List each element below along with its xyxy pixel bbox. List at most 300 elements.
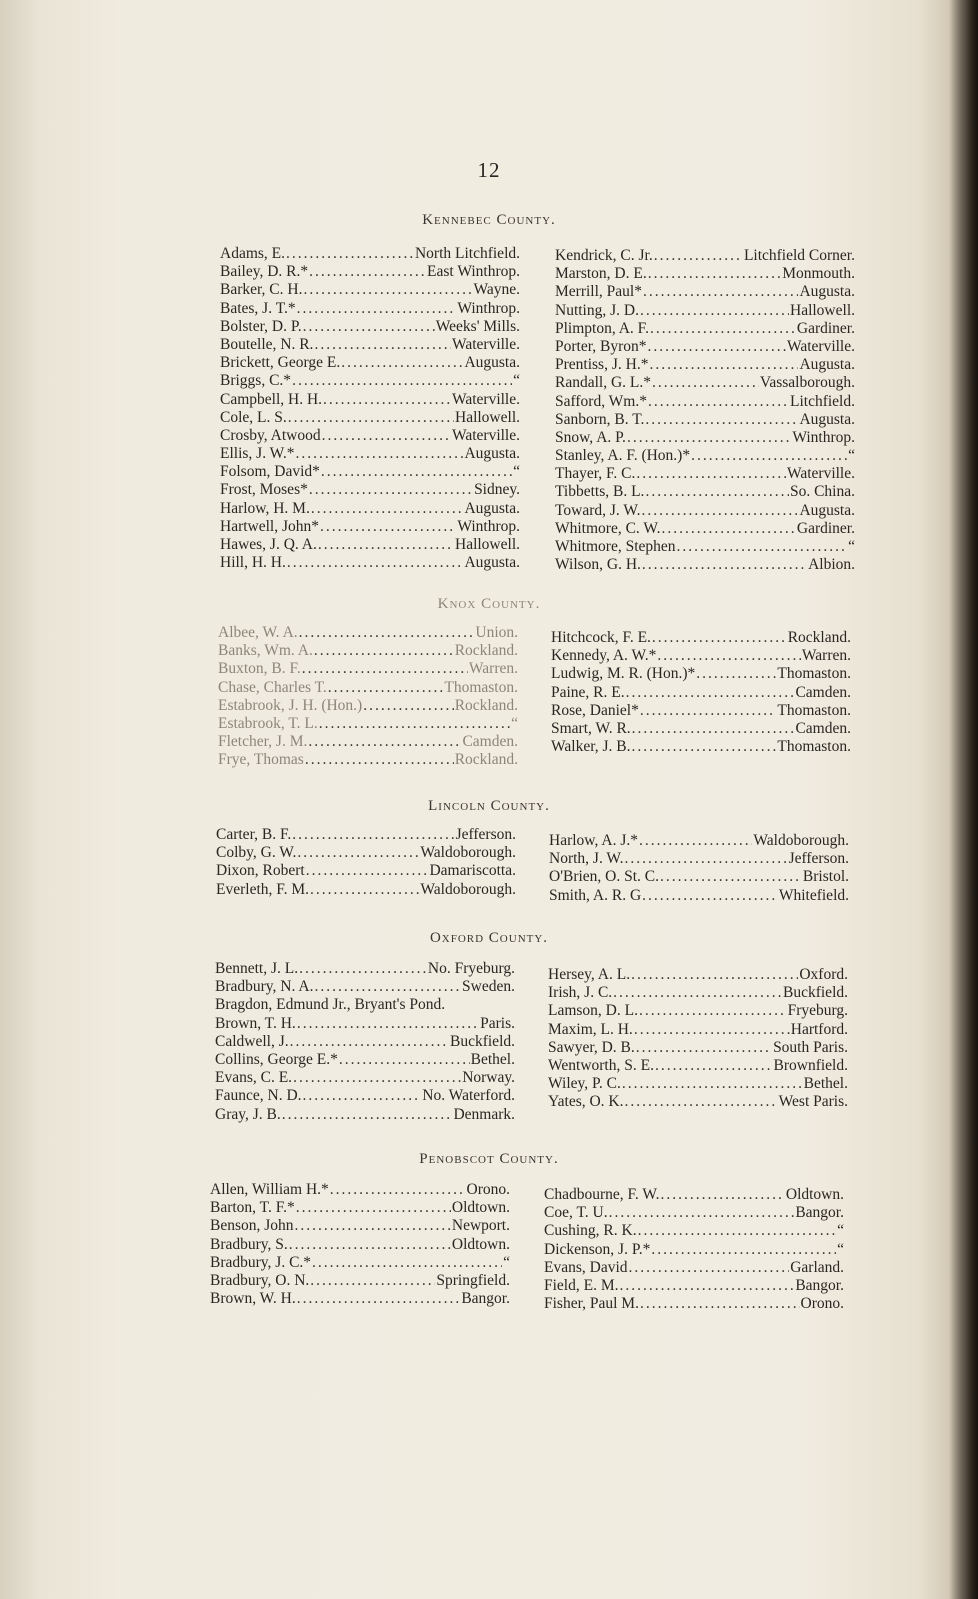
directory-entry xyxy=(220,281,520,299)
directory-entry xyxy=(216,862,516,880)
right-column xyxy=(549,832,849,905)
entry-place: Sweden. xyxy=(462,978,515,996)
leader-dots xyxy=(303,1087,422,1105)
leader-dots xyxy=(613,984,782,1002)
entry-name: Brickett, George E. xyxy=(220,354,341,372)
directory-entry xyxy=(544,1295,844,1313)
left-column xyxy=(216,826,516,899)
leader-dots xyxy=(320,518,456,536)
directory-entry xyxy=(220,409,520,427)
leader-dots xyxy=(297,1015,479,1033)
directory-entry xyxy=(555,283,855,301)
leader-dots xyxy=(312,1254,502,1272)
section-title: Oxford County. xyxy=(429,930,549,946)
leader-dots xyxy=(636,465,786,483)
directory-entry xyxy=(555,338,855,356)
directory-entry xyxy=(551,684,851,702)
entry-name: Wiley, P. C. xyxy=(548,1075,621,1093)
entry-name: Barton, T. F.* xyxy=(210,1199,295,1217)
directory-entry xyxy=(555,302,855,320)
entry-name: Colby, G. W. xyxy=(216,844,297,862)
entry-name: Benson, John xyxy=(210,1217,294,1235)
directory-entry xyxy=(218,642,518,660)
entry-name: Banks, Wm. A. xyxy=(218,642,313,660)
leader-dots xyxy=(629,1259,790,1277)
directory-entry xyxy=(549,832,849,850)
entry-name: Chase, Charles T. xyxy=(218,678,327,696)
leader-dots xyxy=(654,247,743,265)
directory-entry xyxy=(544,1259,844,1277)
entry-name: Stanley, A. F. (Hon.)* xyxy=(555,447,691,465)
leader-dots xyxy=(632,738,777,756)
entry-name: Maxim, L. H. xyxy=(548,1020,633,1038)
leader-dots xyxy=(620,1277,795,1295)
directory-entry xyxy=(220,245,520,263)
directory-entry xyxy=(220,500,520,518)
entry-place: Thomaston. xyxy=(777,738,851,756)
leader-dots xyxy=(649,356,798,374)
leader-dots xyxy=(339,1051,470,1069)
entry-place: Augusta. xyxy=(799,410,855,428)
entry-name: Cole, L. S. xyxy=(220,408,287,426)
entry-name: Prentiss, J. H.* xyxy=(555,356,649,374)
directory-entry xyxy=(218,624,518,642)
directory-entry xyxy=(555,465,855,483)
entry-name: Evans, David xyxy=(544,1258,628,1276)
leader-dots xyxy=(289,1236,451,1254)
directory-entry xyxy=(215,1087,515,1105)
entry-place: Rockland. xyxy=(454,696,518,714)
leader-dots xyxy=(696,665,776,683)
entry-name: Cushing, R. K. xyxy=(544,1222,637,1240)
directory-entry xyxy=(555,483,855,501)
entry-name: Crosby, Atwood xyxy=(220,426,321,444)
leader-dots xyxy=(632,720,795,738)
leader-dots xyxy=(642,887,778,905)
entry-name: Collins, George E.* xyxy=(215,1050,338,1068)
directory-entry xyxy=(220,372,520,390)
entry-place: North Litchfield. xyxy=(414,245,520,262)
entry-name: Fletcher, J. M. xyxy=(218,733,308,751)
entry-name: Rose, Daniel* xyxy=(551,701,639,719)
entry-place: Garland. xyxy=(790,1258,844,1276)
leader-dots xyxy=(314,978,461,996)
leader-dots xyxy=(655,1057,773,1075)
entry-place: Thomaston. xyxy=(444,678,518,696)
leader-dots xyxy=(314,336,451,354)
entry-place: Hallowell. xyxy=(790,301,855,319)
leader-dots xyxy=(661,520,795,538)
leader-dots xyxy=(626,684,795,702)
entry-name: Walker, J. B. xyxy=(551,738,631,756)
directory-entry xyxy=(210,1272,510,1290)
leader-dots xyxy=(323,391,451,409)
entry-place: Gardiner. xyxy=(796,519,855,537)
entry-name: Evans, C. E. xyxy=(215,1069,293,1087)
entry-place: Bangor. xyxy=(795,1276,844,1294)
entry-place: Denmark. xyxy=(453,1105,515,1123)
entry-place: Bristol. xyxy=(802,868,849,886)
entry-name: Carter, B. F. xyxy=(216,826,292,843)
entry-name: Brown, T. H. xyxy=(215,1014,296,1032)
directory-entry xyxy=(555,502,855,520)
directory-entry xyxy=(555,374,855,392)
directory-entry xyxy=(218,679,518,697)
entry-name: Folsom, David* xyxy=(220,463,320,481)
leader-dots xyxy=(302,660,468,678)
directory-entry xyxy=(548,966,848,984)
entry-place: “ xyxy=(837,1240,844,1258)
entry-name: Harlow, A. J.* xyxy=(549,832,638,849)
right-column xyxy=(551,629,851,756)
entry-name: Albee, W. A. xyxy=(218,624,298,641)
entry-place: Norway. xyxy=(462,1069,515,1087)
directory-entry xyxy=(220,354,520,372)
entry-place: Springfield. xyxy=(436,1271,510,1289)
entry-name: Faunce, N. D. xyxy=(215,1087,302,1105)
leader-dots xyxy=(652,374,759,392)
entry-place: Waldoborough. xyxy=(420,880,516,898)
directory-entry xyxy=(220,518,520,536)
entry-name: Paine, R. E. xyxy=(551,683,625,701)
leader-dots xyxy=(648,393,789,411)
entry-place: Brownfield. xyxy=(773,1056,848,1074)
leader-dots xyxy=(641,502,798,520)
leader-dots xyxy=(309,481,473,499)
entry-place: Weeks' Mills. xyxy=(435,317,520,335)
entry-place: Waterville. xyxy=(786,465,855,483)
leader-dots xyxy=(640,302,789,320)
entry-name: Hawes, J. Q. A. xyxy=(220,536,317,553)
leader-dots xyxy=(299,624,475,642)
entry-place: “ xyxy=(513,463,520,481)
leader-dots xyxy=(293,1069,461,1087)
section-title: Knox County. xyxy=(437,596,541,612)
leader-dots xyxy=(295,1217,451,1235)
entry-name: Wilson, G. H. xyxy=(555,556,641,574)
directory-entry xyxy=(544,1204,844,1222)
entry-place: Warren. xyxy=(468,660,518,678)
directory-entry xyxy=(548,1021,848,1039)
directory-entry xyxy=(555,393,855,411)
entry-name: Marston, D. E. xyxy=(555,265,647,283)
leader-dots xyxy=(645,411,798,429)
page-number: 12 xyxy=(477,158,501,182)
leader-dots xyxy=(321,463,512,481)
entry-place: Waterville. xyxy=(786,337,855,355)
leader-dots xyxy=(299,960,427,978)
directory-entry xyxy=(218,751,518,769)
directory-entry xyxy=(218,660,518,678)
directory-entry xyxy=(210,1217,510,1235)
directory-entry xyxy=(555,429,855,447)
entry-name: Bradbury, S. xyxy=(210,1235,288,1253)
entry-name: Bennett, J. L. xyxy=(215,960,299,977)
entry-place: Orono. xyxy=(800,1295,844,1313)
directory-entry xyxy=(548,1093,848,1111)
leader-dots xyxy=(648,338,786,356)
directory-entry xyxy=(548,1075,848,1093)
entry-place: Bangor. xyxy=(461,1290,510,1308)
entry-name: Campbell, H. H. xyxy=(220,390,323,408)
directory-entry xyxy=(215,996,515,1014)
leader-dots xyxy=(645,483,789,501)
entry-place: Monmouth. xyxy=(782,265,855,283)
entry-name: Hartwell, John* xyxy=(220,517,320,535)
directory-entry xyxy=(215,960,515,978)
directory-entry xyxy=(218,733,518,751)
leader-dots xyxy=(677,538,848,556)
leader-dots xyxy=(290,1033,449,1051)
left-column xyxy=(218,624,518,770)
leader-dots xyxy=(363,697,454,715)
entry-place: “ xyxy=(848,447,855,465)
entry-place: Winthrop. xyxy=(457,299,520,317)
leader-dots xyxy=(297,1290,461,1308)
directory-entry xyxy=(548,1039,848,1057)
leader-dots xyxy=(305,751,454,769)
leader-dots xyxy=(609,1204,795,1222)
right-column xyxy=(548,966,848,1112)
entry-name: Dixon, Robert xyxy=(216,862,305,880)
entry-name: Plimpton, A. F. xyxy=(555,319,649,337)
leader-dots xyxy=(318,536,454,554)
entry-place: Damariscotta. xyxy=(429,862,516,880)
entry-place: Wayne. xyxy=(473,281,520,299)
entry-name: Wentworth, S. E. xyxy=(548,1056,654,1074)
leader-dots xyxy=(660,868,802,886)
directory-entry xyxy=(210,1254,510,1272)
leader-dots xyxy=(292,826,454,844)
directory-entry xyxy=(549,850,849,868)
entry-place: Augusta. xyxy=(464,499,520,517)
entry-place: Whitefield. xyxy=(778,886,849,904)
directory-entry xyxy=(220,336,520,354)
entry-name: Porter, Byron* xyxy=(555,337,647,355)
leader-dots xyxy=(310,881,419,899)
leader-dots xyxy=(660,1186,784,1204)
leader-dots xyxy=(651,1241,836,1259)
leader-dots xyxy=(650,320,796,338)
leader-dots xyxy=(297,844,419,862)
entry-name: Estabrook, T. L. xyxy=(218,714,318,732)
entry-place: Jefferson. xyxy=(455,826,516,843)
entry-place: Fryeburg. xyxy=(787,1002,848,1020)
entry-place: Union. xyxy=(475,624,518,641)
directory-entry xyxy=(555,520,855,538)
entry-place: Winthrop. xyxy=(792,428,855,446)
directory-entry xyxy=(210,1181,510,1199)
left-column xyxy=(210,1181,510,1308)
directory-entry xyxy=(215,1033,515,1051)
entry-place: So. China. xyxy=(789,483,855,501)
entry-name: Smith, A. R. G xyxy=(549,886,642,904)
entry-name: Boutelle, N. R. xyxy=(220,335,314,353)
directory-entry xyxy=(220,318,520,336)
entry-name: Hersey, A. L. xyxy=(548,966,631,983)
directory-entry xyxy=(220,300,520,318)
entry-place: Warren. xyxy=(801,647,851,665)
entry-place: Oxford. xyxy=(799,966,848,983)
directory-entry xyxy=(220,391,520,409)
leader-dots xyxy=(625,850,788,868)
entry-name: Bates, J. T.* xyxy=(220,299,296,317)
entry-place: Vassalborough. xyxy=(759,374,855,392)
directory-entry xyxy=(548,1002,848,1020)
directory-entry xyxy=(549,887,849,905)
entry-name: Smart, W. R. xyxy=(551,719,631,737)
entry-place: Buckfield. xyxy=(783,984,848,1002)
directory-entry xyxy=(210,1290,510,1308)
entry-place: “ xyxy=(503,1253,510,1271)
entry-place: Augusta. xyxy=(464,354,520,372)
entry-name: Harlow, H. M. xyxy=(220,499,310,517)
entry-name: Allen, William H.* xyxy=(210,1181,329,1198)
entry-place: West Paris. xyxy=(778,1093,848,1111)
leader-dots xyxy=(640,1295,800,1313)
leader-dots xyxy=(303,281,472,299)
leader-dots xyxy=(643,283,798,301)
leader-dots xyxy=(636,1039,772,1057)
directory-entry xyxy=(551,720,851,738)
entry-place: “ xyxy=(837,1222,844,1240)
entry-name: Bragdon, Edmund Jr., Bryant's Pond. xyxy=(215,996,446,1014)
leader-dots xyxy=(292,372,512,390)
entry-place: Thomaston. xyxy=(777,701,851,719)
directory-entry xyxy=(210,1199,510,1217)
leader-dots xyxy=(642,556,807,574)
directory-entry xyxy=(220,481,520,499)
directory-entry xyxy=(548,984,848,1002)
leader-dots xyxy=(288,409,454,427)
entry-place: Thomaston. xyxy=(777,665,851,683)
entry-name: Estabrook, J. H. (Hon.) xyxy=(218,696,363,714)
entry-place: Augusta. xyxy=(464,554,520,572)
directory-entry xyxy=(555,447,855,465)
entry-place: Rockland. xyxy=(454,751,518,769)
directory-entry xyxy=(544,1241,844,1259)
leader-dots xyxy=(322,427,451,445)
entry-place: Augusta. xyxy=(799,356,855,374)
leader-dots xyxy=(638,1222,837,1240)
leader-dots xyxy=(625,1093,778,1111)
leader-dots xyxy=(657,647,801,665)
entry-name: Briggs, C.* xyxy=(220,372,292,390)
leader-dots xyxy=(297,300,457,318)
entry-name: North, J. W. xyxy=(549,850,624,868)
directory-entry xyxy=(549,868,849,886)
directory-entry xyxy=(555,556,855,574)
entry-place: Rockland. xyxy=(787,629,851,646)
entry-place: Albion. xyxy=(808,556,855,574)
directory-entry xyxy=(220,536,520,554)
right-column xyxy=(544,1186,844,1313)
entry-name: Toward, J. W. xyxy=(555,501,641,519)
entry-place: Waldoborough. xyxy=(753,832,849,849)
page-edge-shadow xyxy=(948,0,978,1599)
leader-dots xyxy=(328,679,444,697)
entry-name: Coe, T. U. xyxy=(544,1204,608,1222)
entry-place: Hallowell. xyxy=(455,536,520,553)
entry-name: Lamson, D. L. xyxy=(548,1002,638,1020)
entry-name: Dickenson, J. P.* xyxy=(544,1240,651,1258)
entry-place: Rockland. xyxy=(454,642,518,660)
leader-dots xyxy=(622,1075,803,1093)
entry-place: “ xyxy=(513,372,520,390)
directory-entry xyxy=(544,1277,844,1295)
directory-entry xyxy=(215,1106,515,1124)
entry-name: Irish, J. C. xyxy=(548,984,613,1002)
directory-entry xyxy=(218,697,518,715)
entry-name: Fisher, Paul M. xyxy=(544,1295,639,1313)
directory-entry xyxy=(555,247,855,265)
entry-name: Whitmore, C. W. xyxy=(555,519,661,537)
directory-entry xyxy=(551,738,851,756)
entry-place: Waterville. xyxy=(451,390,520,408)
directory-entry xyxy=(215,1069,515,1087)
directory-entry xyxy=(555,411,855,429)
directory-entry xyxy=(555,356,855,374)
entry-name: Bailey, D. R.* xyxy=(220,263,309,281)
entry-name: Sawyer, D. B. xyxy=(548,1038,635,1056)
entry-name: O'Brien, O. St. C. xyxy=(549,868,660,886)
entry-place: Orono. xyxy=(466,1181,510,1198)
leader-dots xyxy=(310,1272,435,1290)
entry-place: “ xyxy=(511,714,518,732)
leader-dots xyxy=(691,447,847,465)
leader-dots xyxy=(308,733,461,751)
leader-dots xyxy=(330,1181,466,1199)
leader-dots xyxy=(314,642,454,660)
directory-entry xyxy=(544,1186,844,1204)
entry-name: Yates, O. K. xyxy=(548,1093,624,1111)
left-column xyxy=(215,960,515,1124)
entry-name: Nutting, J. D. xyxy=(555,301,639,319)
entry-name: Kendrick, C. Jr. xyxy=(555,247,653,264)
entry-place: Waldoborough. xyxy=(420,844,516,862)
entry-name: Ludwig, M. R. (Hon.)* xyxy=(551,665,696,683)
directory-entry xyxy=(551,629,851,647)
entry-place: Augusta. xyxy=(799,501,855,519)
directory-entry xyxy=(551,647,851,665)
leader-dots xyxy=(639,832,752,850)
entry-name: Bolster, D. P. xyxy=(220,317,302,335)
entry-place: Sidney. xyxy=(474,481,520,499)
entry-place: Camden. xyxy=(462,733,518,751)
entry-name: Whitmore, Stephen xyxy=(555,538,676,555)
entry-place: “ xyxy=(848,538,855,555)
entry-place: Litchfield. xyxy=(790,392,855,410)
leader-dots xyxy=(640,702,777,720)
entry-place: East Winthrop. xyxy=(427,263,520,281)
directory-entry xyxy=(215,1015,515,1033)
entry-place: Winthrop. xyxy=(457,517,520,535)
leader-dots xyxy=(627,429,791,447)
entry-name: Chadbourne, F. W. xyxy=(544,1186,660,1203)
entry-name: Ellis, J. W.* xyxy=(220,445,295,463)
leader-dots xyxy=(631,966,798,984)
directory-entry xyxy=(220,263,520,281)
directory-entry xyxy=(215,1051,515,1069)
directory-entry xyxy=(551,665,851,683)
directory-entry xyxy=(551,702,851,720)
entry-name: Tibbetts, B. L. xyxy=(555,483,645,501)
directory-entry xyxy=(218,715,518,733)
entry-name: Barker, C. H. xyxy=(220,281,303,299)
directory-entry xyxy=(216,826,516,844)
directory-entry xyxy=(220,427,520,445)
directory-entry xyxy=(215,978,515,996)
